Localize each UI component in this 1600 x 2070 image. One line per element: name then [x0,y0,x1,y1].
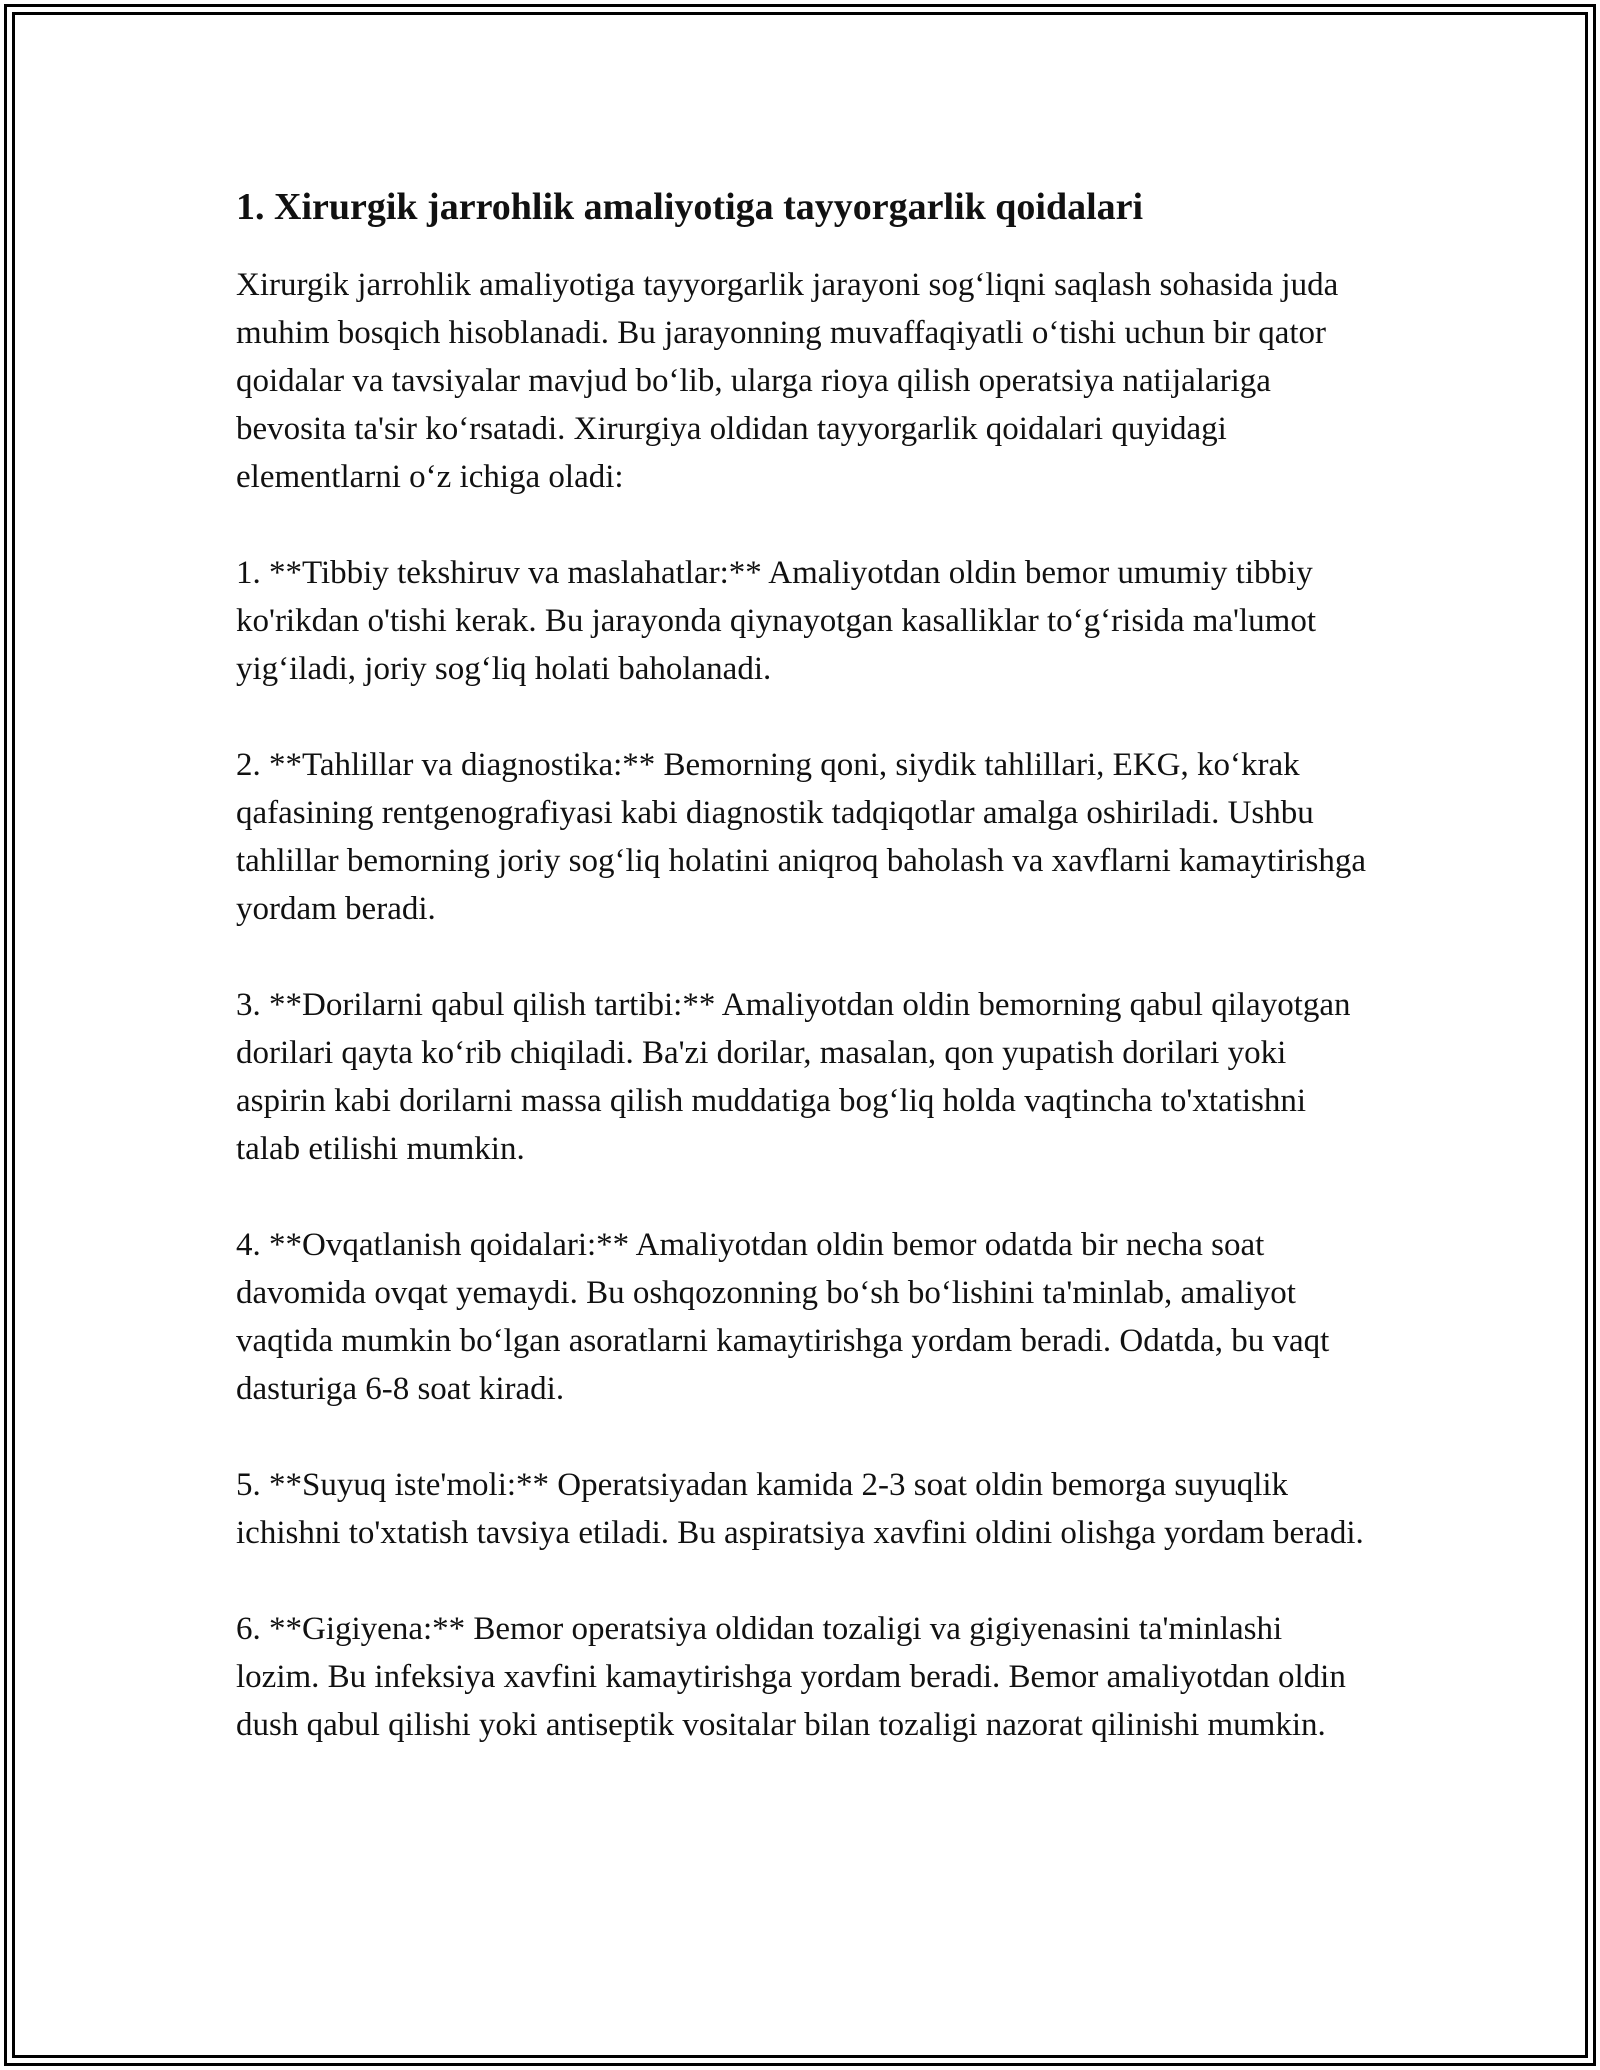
document-body [236,185,1366,1797]
intro-paragraph: Xirurgik jarrohlik amaliyotiga tayyorgarlik jarayoni sog‘liqni saqlash sohasida juda muhim bosqich hisoblanadi. Bu jarayonning muvaffaqiyatli o‘tishi uchun bir qator qoidalar va tavsiyalar mavjud bo‘lib, ularga rioya qilish operatsiya natijalariga bevosita ta'sir ko‘rsatadi. Xirurgiya oldidan tayyorgarlik qoidalari quyidagi elementlarni o‘z ichiga oladi: [236,266,1339,495]
list-item: 1. **Tibbiy tekshiruv va maslahatlar:** Amaliyotdan oldin bemor umumiy tibbiy ko'rikdan o'tishi kerak. Bu jarayonda qiynayotgan kasalliklar to‘g‘risida ma'lumot yig‘iladi, joriy sog‘liq holati baholanadi. [236,554,1316,687]
list-item: 3. **Dorilarni qabul qilish tartibi:** Amaliyotdan oldin bemorning qabul qilayotgan dorilari qayta ko‘rib chiqiladi. Ba'zi dorilar, masalan, qon yupatish dorilari yoki aspirin kabi dorilarni massa qilish muddatiga bog‘liq holda vaqtincha to'xtatishni talab etilishi mumkin. [236,986,1351,1167]
list-item: 2. **Tahlillar va diagnostika:** Bemorning qoni, siydik tahlillari, EKG, ko‘krak qafasining rentgenografiyasi kabi diagnostik tadqiqotlar amalga oshiriladi. Ushbu tahlillar bemorning joriy sog‘liq holatini aniqroq baholash va xavflarni kamaytirishga yordam beradi. [236,746,1366,927]
list-item: 4. **Ovqatlanish qoidalari:** Amaliyotdan oldin bemor odatda bir necha soat davomida ovqat yemaydi. Bu oshqozonning bo‘sh bo‘lishini ta'minlab, amaliyot vaqtida mumkin bo‘lgan asoratlarni kamaytirishga yordam beradi. Odatda, bu vaqt dasturiga 6-8 soat kiradi. [236,1226,1330,1407]
list-item: 6. **Gigiyena:** Bemor operatsiya oldidan tozaligi va gigiyenasini ta'minlashi lozim. Bu infeksiya xavfini kamaytirishga yordam beradi. Bemor amaliyotdan oldin dush qabul qilishi yoki antiseptik vositalar bilan tozaligi nazorat qilinishi mumkin. [236,1610,1346,1743]
document-title: 1. Xirurgik jarrohlik amaliyotiga tayyorgarlik qoidalari [236,186,1144,228]
list-item: 5. **Suyuq iste'moli:** Operatsiyadan kamida 2-3 soat oldin bemorga suyuqlik ichishni to'xtatish tavsiya etiladi. Bu aspiratsiya xavfini oldini olishga yordam beradi. [236,1466,1364,1551]
